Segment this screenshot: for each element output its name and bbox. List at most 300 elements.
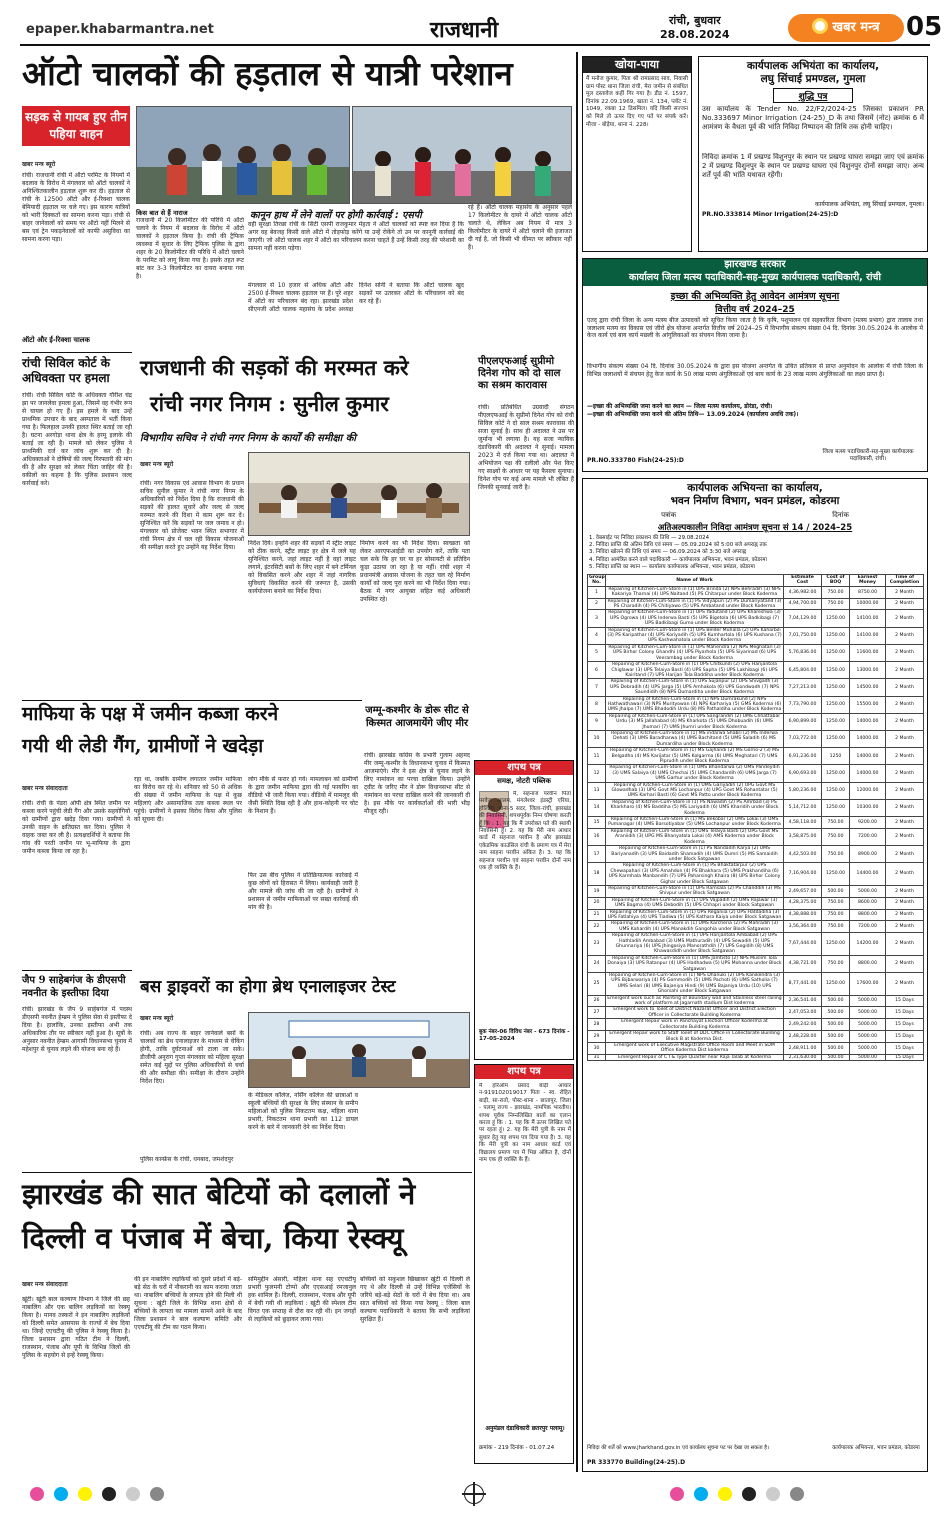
cell-work-name: Emergent Repair work in Panchayat Election Officer Koderma at Collectorate Building Koderma — [606, 1019, 784, 1031]
table-row — [588, 1042, 924, 1054]
color-dot-icon — [718, 1487, 732, 1501]
brand-logo-icon — [812, 18, 828, 34]
cell-estimate: 3,58,875.00 — [784, 828, 822, 845]
building-dept-2: भवन निर्माण विभाग, भवन प्रमंडल, कोडरमा — [670, 495, 840, 507]
cell-group-no: 14 — [588, 799, 606, 816]
cell-boq: 500.00 — [822, 1031, 850, 1043]
cell-time: 2 Month — [886, 933, 924, 956]
cell-time: 2 Month — [886, 644, 924, 661]
cell-earnest: 5000.00 — [850, 885, 886, 897]
cell-boq: 750.00 — [822, 897, 850, 909]
cell-boq: 1250.00 — [822, 610, 850, 627]
cell-boq: 1250.00 — [822, 799, 850, 816]
auto-photo-2-image — [353, 107, 572, 204]
mafia-headline-2: गयी थी लेडी गैंग, ग्रामीणों ने खदेड़ा — [22, 735, 264, 757]
cell-estimate: 7,04,129.00 — [784, 610, 822, 627]
cell-earnest: 13000.00 — [850, 662, 886, 679]
cell-group-no: 17 — [588, 846, 606, 863]
cell-boq: 750.00 — [822, 846, 850, 863]
table-row — [588, 1007, 924, 1019]
color-dot-icon — [150, 1487, 164, 1501]
cell-boq: 1250.00 — [822, 713, 850, 730]
cell-estimate: 5,14,712.00 — [784, 799, 822, 816]
cell-boq: 750.00 — [822, 586, 850, 598]
cell-group-no: 30 — [588, 1042, 606, 1054]
mafia-body-2: रहा था, जबकि ग्रामीण लगातार जमीन माफिया का विरोध कर रहे थे। शनिवार को 50 से अधिक की संख्या में जमीन माफिया के पक्ष में कुछ महिलाएं और असामाजिक तत्व कब्जा स्थल पर पहुंचे। ग्रामीणों ने इसका विरोध किया और पुलिस को सूचना दी। — [134, 776, 242, 823]
cell-boq: 500.00 — [822, 1007, 850, 1019]
daughters-byline: खबर मन्त्र संवाददाता — [22, 1281, 68, 1288]
cell-earnest: 10300.00 — [850, 799, 886, 816]
col-time: Time of Completion — [886, 575, 924, 587]
section-title: राजधानी — [430, 17, 499, 43]
lost-found-body: मैं मनोज कुमार, पिता श्री रामप्रसाद साव, निवासी ग्राम पोस्ट थाना जिला रांची, मेरा जमीन से संबंधित मूल दस्तावेज कहीं गिर गया है। डीड नं. 1597, दिनांक 22.09.1969, खाता नं. 134, प्लॉट नं. 1049, रकबा 12 डिसमिल। यदि किसी सज्जन को मिले तो ऊपर दिए गए पते पर संपर्क करें। मौजा - बोड़ेया, थाना नं. 228। — [586, 76, 688, 128]
table-row — [588, 1031, 924, 1043]
cell-estimate: 6,90,899.00 — [784, 713, 822, 730]
cell-estimate: 2,49,242.00 — [784, 1019, 822, 1031]
cell-estimate: 4,36,982.00 — [784, 586, 822, 598]
table-row — [588, 1019, 924, 1031]
color-dot-icon — [694, 1487, 708, 1501]
cell-group-no: 10 — [588, 730, 606, 747]
table-row — [588, 828, 924, 845]
building-pr: PR 333770 Building(24-25).D — [587, 1459, 686, 1466]
divider — [22, 700, 362, 701]
cell-time: 2 Month — [886, 730, 924, 747]
cell-work-name: Emergent work such as Painting of Boundary wall and Stainless steel railing work of platform at Jagarnath stadium Dist koderma — [607, 995, 782, 1007]
building-sign: कार्यपालक अभियन्ता, भवन प्रमंडल, कोडरमा — [832, 1445, 920, 1451]
cell-time: 15 Days — [886, 1054, 924, 1060]
fish-ad — [582, 258, 928, 472]
daughters-body-2: की इन नाबालिग लड़कियों को दूसरे प्रदेशों में बड़े-बड़े सेठ के घरों में नौकरानी का काम कराया जाता था। नाबालिग बच्चियों के लापता होने की मिली थी सूचना : खूंटी जिले के विभिन्न थाना क्षेत्रों से बच्चियों के लापता का मामला सामने आने के बाद जिला प्रशासन ने बाल कल्याण समिति और एएचटीयू की टीम का गठन किया। — [134, 1276, 242, 1331]
cell-earnest: 14000.00 — [850, 765, 886, 782]
cell-estimate: 2,48,228.00 — [784, 1031, 822, 1043]
cell-estimate: 6,45,804.00 — [784, 662, 822, 679]
roads-photo — [248, 452, 470, 536]
auto-body-5: रहे हैं। ऑटो चालक महासंघ के अनुसार पहले 17 किलोमीटर के दायरे में ऑटो चालक ऑटो चलाते थे, लेकिन अब नियम में मात्र 3 किलोमीटर के दायरे में ऑटो चलाने की इजाजत दी गई है, जो किसी भी कीमत पर स्वीकार नहीं है। — [468, 204, 572, 251]
cell-time: 15 Days — [886, 1019, 924, 1031]
building-dept-1: कार्यपालक अभियन्ता का कार्यालय, — [687, 482, 823, 494]
cell-work-name: Repairing of Kitchen-Cum-Store in (1) MS Gajhandi (2) MS Gorno-2 (3) MS Belgadha (4) MS Karijatar (5) UMS Kolgarma (6) UMS Meghatari (7) UMS Piprudih under Block Koderma — [606, 748, 784, 765]
cell-time: 2 Month — [886, 897, 924, 909]
cell-group-no: 15 — [588, 817, 606, 829]
col-earnest-money: Earnest Money — [850, 575, 886, 587]
cell-time: 2 Month — [886, 863, 924, 886]
cell-work-name: Repairing of Kitchen-Cum-Store in (1) NPS Dhanuki (2) UPS Kanikendra (3) UPS Bijbarwariya (4) PS Gommodih (5) UMS Pachoti (6) UMS Satholia (7) UMS Selari (8) UMS Bajaniya Hindi (9) UMS Bajaniya Urdu (10) UPS Ghorsahi under Block Satgawan — [606, 973, 784, 996]
cell-work-name: Repairing of Kitchen-Cum-Store in (1) PS Bhaktatarpur (2) UPS Chewapahari (3) UPS Amahdon (4) PS Bhakhara (5) UMS Prakhandiha (6) UPS Karmhala Manbandih (7) UPS Paharsingh Khaira (8) UPS Birhor Colony Gighar under Block Satgawan — [606, 863, 784, 886]
roads-photo-image — [249, 453, 470, 536]
minor-pr: PR.NO.333814 Minor Irrigation(24-25):D — [702, 211, 839, 218]
divider — [22, 352, 132, 353]
cell-earnest: 14000.00 — [850, 730, 886, 747]
cell-boq: 1250.00 — [822, 933, 850, 956]
cell-group-no: 29 — [588, 1031, 606, 1043]
table-row — [588, 748, 924, 765]
col-estimate-cost: Estimate Cost — [784, 575, 822, 587]
cell-time: 15 Days — [886, 995, 924, 1007]
affidavit-2 — [474, 1064, 574, 1464]
mafia-byline: खबर मन्त्र संवाददाता — [22, 785, 68, 792]
cell-boq: 1250.00 — [822, 765, 850, 782]
roads-body-1: रांची। नगर विकास एवं आवास विभाग के प्रधान सचिव सुनील कुमार ने रांची नगर निगम के अधिकारियों को निर्देश दिया है कि राजधानी की सड़कों की हालत सुधारें और जल्द से जल्द मरम्मत करने की दिशा में काम शुरू कर दें। सुनिश्चित करें कि सड़कों पर जल जमाव न हो। मंगलवार को प्रोजेक्ट भवन स्थित सभागार में रांची निगम क्षेत्र में चल रही विकास योजनाओं की समीक्षा करते हुए उन्होंने यह निर्देश दिया। — [140, 480, 244, 551]
cell-work-name: Emergent work to Toilet of District Nazarat Officer and District Election Officer in Collectorate Building Koderma — [606, 1007, 784, 1019]
cell-estimate: 2,31,630.00 — [784, 1054, 822, 1060]
table-row — [588, 897, 924, 909]
fish-title-1: इच्छा की अभिव्यक्ति हेतु आवेदन आमंत्रण सूचना — [670, 291, 840, 302]
cell-boq: 1250.00 — [822, 730, 850, 747]
table-row — [588, 696, 924, 713]
table-row — [588, 817, 924, 829]
building-patrank: पत्रांक — [661, 511, 677, 519]
color-dot-icon — [742, 1487, 756, 1501]
cell-estimate: 2,36,541.00 — [784, 995, 822, 1007]
affidavit-1-body: मैं, सहनाज परवीन पिता परवेज आलम, मंगलेश्वर इंडस्ट्री एरिया, होल्डिंग, थाना-5 सदर, जिला-रांची, झारखंड की निवासिनी, शपथपूर्वक निम्न घोषणा करती हूँ कि : 1. यह कि मैं उपरोक्त पते की स्थायी निवासिनी हूँ। 2. यह कि मेरी नाम आधार कार्ड में सहनाज परवीन है और झारखंड एकेडमिक काउंसिल रांची के प्रमाण पत्र में मेरा नाम साहना परवीन अंकित है। 3. यह कि सहनाज परवीन एवं साहना परवीन दोनों नाम एक ही व्यक्ति के हैं। — [479, 791, 571, 872]
minor-dept-1: कार्यपालक अभियंता का कार्यालय, — [746, 60, 880, 72]
affidavit-2-body: मैं हरिओम प्रसाद बाड़ी आधार न-919102019017 पिता - स्व. रोहित बाड़ी, सा-रातो, पोस्ट-थाना - छातापुर, जिला - पलामू राज्य - झारखंड, नामपिक भारतीय। शपथ पूर्वक निम्नलिखित बातों का एलान करता हूं कि : 1. यह कि मैं ऊपर लिखित पते पर रहता हूं। 2. यह कि मेरी पुत्री के नाम में सुधार हेतु यह शपथ पत्र दिया गया है। 3. यह कि मेरी पुत्री का नाम आधार कार्ड एवं विद्यालय प्रमाण पत्र में भिन्न अंकित है, दोनों नाम एक ही व्यक्ति के हैं। — [479, 1083, 571, 1164]
cell-work-name: Repairing of Kitchen-Cum-Store in (1) MS Bekobar (2) UMS Lokai (3) UMS Pumanagar (4) UMS Barsotiyabar (5) UMS Lochanpur under Block Koderma — [606, 817, 784, 829]
cell-estimate: 4,28,375.00 — [784, 897, 822, 909]
table-row — [588, 679, 924, 696]
roads-headline-2: रांची नगर निगम : सुनील कुमार — [150, 391, 389, 416]
color-registration-bar — [30, 1484, 920, 1504]
cell-work-name: Emergent Repair work to Staff Toilet of DDC Office in Collectorate Building Block B at Koderma Dist. — [606, 1031, 784, 1043]
cell-work-name: Emergent Repair of C I & Type Quarter near Raja Talab at Koderma — [606, 1054, 784, 1060]
building-info — [583, 535, 927, 571]
cell-boq: 1250.00 — [822, 696, 850, 713]
roads-body-3: निर्माण करने का भी निर्देश दिया। स्वच्छता को लेकर आरएफआईडी का उपयोग करें, ताकि पता चल सके कि हर घर या हर सोसायटी से प्रतिदिन कूड़ा उठाया जा रहा है या नहीं। रांची शहर में प्रधानमंत्री आवास योजना के तहत चल रहे निर्माण कार्यों को जल्द पूरा करने का भी निर्देश दिया गया। बैठक में नगर आयुक्त सहित कई अधिकारी उपस्थित रहे। — [360, 540, 470, 603]
mafia-headline-1: माफिया के पक्ष में जमीन कब्जा करने — [22, 703, 279, 725]
cell-work-name: Repairing of Kitchen-Cum-Store in (1) UPS Harijantola Ambabad (2) UPS Hathladih Ambabad (3) UMS Mathuradih (4) UPS Sewadih (5) UPS Ghunnariya (6) UPS Jhingosiya Manorathdih (7) UPS Gogidih (8) UMS Khawasdidh under Block Satgawan — [606, 933, 784, 956]
fish-date-2: —इच्छा की अभिव्यक्ति जमा करने की अंतिम तिथि— 13.09.2024 (कार्यालय अवधि तक)। — [587, 411, 799, 418]
cell-earnest: 10000.00 — [850, 598, 886, 610]
cell-estimate: 4,42,503.00 — [784, 846, 822, 863]
cell-time: 2 Month — [886, 696, 924, 713]
jap-headline: जैप 9 साहेबगंज के डीएसपी नवनीत के इस्तीफा दिया — [22, 975, 126, 999]
table-row — [588, 799, 924, 816]
brand-name: खबर मन्त्र — [832, 20, 880, 35]
cell-estimate: 7,67,444.00 — [784, 933, 822, 956]
fish-govt: झारखण्ड सरकार — [583, 259, 927, 271]
cell-group-no: 12 — [588, 765, 606, 782]
cell-time: 2 Month — [886, 973, 924, 996]
mafia-body-1: रांची। रांची के पंडरा ओपी क्षेत्र स्थित जमीन पर कब्जा करने पहुंची लेडी गैंग और उसके सहयोगियों को ग्रामीणों द्वारा खदेड़ दिया गया। ग्रामीणों ने उनकी वाहन के क्षतिग्रस्त कर दिया। पुलिस ने वाहक जब्त कर ली है। प्रत्यक्षदर्शियों ने बताया कि गांव की परती जमीन पर भू-माफिया के द्वारा जमीन कब्जा किया जा रहा है। — [22, 800, 130, 855]
minor-dept-2: लघु सिंचाई प्रमण्डल, गुमला — [760, 73, 866, 85]
cell-boq: 1250.00 — [822, 644, 850, 661]
cell-work-name: Repairing of Kitchen-Cum-Store in (1) UPS Yadutand (2) UPS Khareshwa (3) UPS Ogrowa (4) UPS Inderwa Basti (5) UPS Bigetola (6) UPS Badkibagi (7) UPS Badkibagi Gumo under Block Koderma — [606, 610, 784, 627]
cell-earnest: 5000.00 — [850, 1031, 886, 1043]
daughters-headline-1: झारखंड की सात बेटियों को दलालों ने — [22, 1177, 416, 1211]
cell-boq: 500.00 — [822, 995, 850, 1007]
color-dot-icon — [670, 1487, 684, 1501]
jap-body: रांची। झारखंड के जैप 9 साहेबगंज में पदस्थ डीएसपी नवनीत हेम्ब्रम ने पुलिस सेवा से इस्तीफा दे दिया है। हालांकि, उनका इस्तीफा अभी तक अधिकारिक तौर पर स्वीकार नहीं हुआ है। सूत्रों के अनुसार नवनीत हेम्ब्रम आगामी विधानसभा चुनाव में महेशपुर से चुनाव लड़ने की योजना बना रहे हैं। — [22, 1006, 132, 1053]
cell-work-name: Repairing of Kitchen-Cum-Store in (1) UMS Bhandarwa (2) UMS Pandeydih (3) UMS Salaiya (4) UMS Chechai (5) UMS Chandardih (6) UMS Jarga (7) UMS Garhur under Block Koderma — [606, 765, 784, 782]
cell-group-no: 8 — [588, 696, 606, 713]
cell-work-name: Repairing of Kitchen-Cum-Store in (1) NPS Dumrakund (2) NPS Hathwathawari (3) NPS Murityowan (4) NPS Karhariya (5) GMS Koderma (6) UMS Jhalpo (7) UMS Bhadodih Urdu (8) MS Pathaldiha under Block Koderma — [606, 696, 784, 713]
fish-date-1: —इच्छा की अभिव्यक्ति जमा करने का स्थान — जिला मत्स्य कार्यालय, डोरंडा, रांची। — [587, 403, 773, 410]
auto-byline: खबर मन्त्र ब्यूरो — [22, 161, 56, 168]
table-row — [588, 921, 924, 933]
cell-time: 2 Month — [886, 909, 924, 921]
affidavit-1-ref: बुक नंबर-06 विविध नंबर - 673 दिनांक - 17-05-2024 — [479, 1029, 570, 1042]
cell-group-no: 24 — [588, 955, 606, 972]
cell-time: 15 Days — [886, 1031, 924, 1043]
building-info-line: 5. निविदा प्राप्ति का स्थान — कार्यालय कार्यपालक अभियन्ता, भवन प्रमंडल, कोडरमा — [589, 563, 755, 570]
cell-earnest: 8800.00 — [850, 909, 886, 921]
cell-group-no: 23 — [588, 933, 606, 956]
building-info-line: 2. निविदा प्राप्ति की अंतिम तिथि एवं समय — 05.09.2024 को 5:00 बजे अपराह्न तक — [589, 542, 767, 549]
drivers-photo — [248, 1012, 470, 1088]
table-row — [588, 933, 924, 956]
cell-earnest: 8900.00 — [850, 846, 886, 863]
table-row — [588, 627, 924, 644]
cell-estimate: 8,77,441.00 — [784, 973, 822, 996]
cell-earnest: 5000.00 — [850, 995, 886, 1007]
cell-estimate: 6,91,236.00 — [784, 748, 822, 765]
table-row — [588, 644, 924, 661]
cell-time: 2 Month — [886, 748, 924, 765]
auto-body-3: वही सुरक्षा तिरछा रांची के सिटी एसपी राजकुमार मेहता ने ऑटो चालकों को स्पष्ट कर दिया है कि अगर वह बेवजह किसी वाले ऑटो में तोड़फोड़ करेंगे या उन्हें रोकेंगे तो उन पर कानूनी कार्रवाई की जाएगी। जो ऑटो चालक शहर में ऑटो का परिचालन करना चाहते हैं उन्हें किसी तरह की परेशानी का सामना नहीं करना पड़ेगा। — [248, 221, 464, 252]
drivers-body-1: रांची। अब राज्य के बाहर जानेवाले बसों के चालकों का ब्रेथ एनालाइजर के माध्यम से चेकिंग होगी, ताकि दुर्घटनाओं को टाला जा सके। डीजीपी अनुराग गुप्ता मंगलवार को महिला सुरक्षा समेत कई मुद्दों पर पुलिस अधिकारियों से चर्चा की और समीक्षा की। समीक्षा के दौरान उन्होंने निर्देश दिए। — [140, 1030, 244, 1085]
auto-photo-2 — [352, 106, 572, 204]
cell-work-name: Emergent work of Executive Magistrate Office Room and Meet in SDM Office Koderma Dist koderma — [606, 1042, 784, 1054]
cell-group-no: 22 — [588, 921, 606, 933]
auto-body-2: राजधानी में 20 किलोमीटर की परिधि में ऑटो चलाने के नियम में बदलाव के विरोध में ऑटो चालकों ने हड़ताल किया है। रांची की ट्रैफिक व्यवस्था में सुधार के लिए ट्रैफिक पुलिस के द्वारा शहर के 20 किलोमीटर की परिधि में ऑटो चलाने के परमिट को लागू किया गया है। इसके तहत रूट बांट कर 3-3 किलोमीटर का दायरा बनाया गया है। — [136, 217, 244, 280]
jk-headline: जम्मू-कश्मीर के डोरू सीट से किस्मत आजमायेंगे जीए मीर — [365, 705, 469, 729]
fish-body-2: विभागीय संकल्प संख्या 04 दि. दिनांक 30.05.2024 के द्वारा इस योजना अन्तर्गत के उचित प्रतिकार से प्राप्त अनुमोदन के आलोक में रांची जिला के विभिन्न जलाशयों में संचयन हेतु केज कार्य के 50 लाख मत्स्य अंगुलिकाओं एवं बाय कार्य के 23 लाख मत्स्य अंगुलिकाओं का लक्ष्य प्राप्त है। — [587, 363, 923, 378]
site-url[interactable]: epaper.khabarmantra.net — [26, 22, 214, 37]
column-divider — [576, 52, 578, 1472]
cell-boq: 1250.00 — [822, 782, 850, 799]
cell-earnest: 5000.00 — [850, 1019, 886, 1031]
building-footer: निविदा की शर्तें को www.jharkhand.gov.in एवं कार्यालय सूचना पट पर देखा जा सकता है। — [587, 1445, 769, 1451]
cell-work-name: Repairing of Kitchen-Cum-Store in (1) UMS Karcheria (2) PS Mahradih (3) UMS Kahardih (4) UPS Manakdih Gangohia under Block Satgawan — [606, 921, 784, 933]
cell-time: 2 Month — [886, 627, 924, 644]
cell-earnest: 5000.00 — [850, 1042, 886, 1054]
drivers-body-2: के मेडिकल कॉलेज, नर्सिंग कॉलेज की छात्राओं व स्कूली बच्चियों की सुरक्षा के लिए संस्थान के समीप महिलाओं को पुलिस निकटतम कक्ष, महिला थाना प्रभारी, निकटतम थाना प्रभारी का 112 डायल करने के बारे में जानकारी देने का निर्देश दिया। — [248, 1092, 358, 1131]
drivers-photo-image — [249, 1013, 470, 1088]
affidavit-2-ref: क्रमांक - 219 दिनांक - 01.07.24 — [479, 1445, 555, 1451]
cell-time: 2 Month — [886, 598, 924, 610]
auto-subhead-2: किस बात से हैं नाराज — [136, 209, 188, 217]
cell-estimate: 5,76,836.00 — [784, 644, 822, 661]
cell-group-no: 11 — [588, 748, 606, 765]
cell-work-name: Repairing of Kitchen-Cum-Store in (1) UPS Sangrandih (2) UMS Chhattabar Urdu (3) MS Jallahabad (4) MS Kharkota (5) UMS Dhobuadih (6) UMS Jhumari (7) UMS Jhumri under Block Koderma — [606, 713, 784, 730]
lost-found — [582, 56, 692, 252]
auto-photo-1-image — [137, 107, 350, 204]
issue-dateline — [660, 14, 730, 42]
cell-boq: 750.00 — [822, 955, 850, 972]
cell-group-no: 16 — [588, 828, 606, 845]
building-info-line: 1. वेबसाईट पर निविदा प्रकाशन की तिथि — 29.08.2024 — [589, 535, 709, 541]
daughters-body-1: खूंटी। खूंटी बाल कल्याण विभाग ने जिले की छह नाबालिग और एक बालिग लड़कियों का रेस्क्यू किया है। मानव तस्करों ने इन नाबालिग लड़कियों को दिल्ली समेत आसपास के राज्यों में बेच दिया था। जिन्हें एएचटीयू की पुलिस ने रेस्क्यू किया है। जिला प्रशासन द्वारा गठित टीम ने दिल्ली, राजस्थान, पंजाब और यूपी के विभिन्न जिलों की पुलिस के सहयोग से इन्हें रेस्क्यू किया। — [22, 1296, 130, 1359]
cell-earnest: 17600.00 — [850, 973, 886, 996]
roads-body-2: निर्देश दिये। इन्होंने शहर की सड़कों में स्ट्रीट लाइट को ठीक करने, स्ट्रीट लाइट हर क्षेत्र में जले यह सुनिश्चित करने, जहां लाइट नहीं है वहां लाइट लगाने, इंटरसिटी बसों के लिए शहर में बने टर्मिनल को विकसित करने और शहर में जहां नागरिक सुविधाएं विकसित करने की जरूरत है, उसकी कार्ययोजना बनाने का निर्देश दिया। — [248, 540, 356, 595]
daughters-body-4: बच्चियों को सकुशल खिखाकर खूंटी से दिल्ली ले गए थे और दिल्ली से उन्हें विभिन्न एजेंसियों के जरिये बड़े-बड़े सेठों के घरों में बेच दिया था। अब सात बच्चियों को किया गया रेस्क्यू : जिला बाल कल्याण पदाधिकारी ने बताया कि सभी लड़कियां सुरक्षित हैं। — [360, 1276, 470, 1323]
auto-body-4: मंगलवार से 10 हजार से अधिक ऑटो और 2500 ई-रिक्शा चालक हड़ताल पर हैं। पूरे शहर में ऑटो का परिचालन बंद रहा। झारखंड प्रदेश सीएनजी ऑटो चालक महासंघ के प्रदेश अध्यक्ष दिनेश सोनी ने बताया कि ऑटो चालक खुद सड़कों पर उतरकर ऑटो के परिचालन को बंद कर रहे हैं। — [248, 282, 464, 313]
affidavit-1-sub: समक्ष, नोटरी पब्लिक — [497, 777, 551, 785]
masthead — [20, 12, 943, 46]
table-row — [588, 662, 924, 679]
color-dot-icon — [30, 1487, 44, 1501]
cell-earnest: 7200.00 — [850, 921, 886, 933]
auto-headline: ऑटो चालकों की हड़ताल से यात्री परेशान — [22, 54, 513, 93]
cell-group-no: 13 — [588, 782, 606, 799]
cell-work-name: Repairing of Kitchen-Cum-Store in (1) MS indarwa Shabri (2) MS Inderwa Dehati (3) UMS Baradharwa (4) UMS Bachitand (5) UMS Saladih (6) MS Dumardiha under Block Koderma — [606, 730, 784, 747]
cell-estimate: 7,03,772.00 — [784, 730, 822, 747]
cell-boq: 500.00 — [822, 1054, 850, 1060]
cell-boq: 750.00 — [822, 921, 850, 933]
col-name-of-work: Name of Work — [606, 575, 784, 587]
cell-time: 2 Month — [886, 921, 924, 933]
civil-court-headline: रांची सिविल कोर्ट के अधिवक्ता पर हमला — [22, 356, 111, 385]
cell-time: 2 Month — [886, 955, 924, 972]
cell-work-name: Repairing of Kitchen-Cum-Store in (1) UMS Jamtisto (2) NPS Muslim Tola Donaiya (3) UPS Ratanpur (4) UPS Hadhadwa (5) UPS Mohanna under Block Satgawan — [607, 955, 782, 972]
cell-time: 15 Days — [886, 1042, 924, 1054]
cell-work-name: Repairing of Kitchen-Cum-Store in (1) UMS Telaiya Basti (2) UPG Govt MS Araniidih (3) UPG MS Bhanyatola Lokai (4) AMS Koderma under Block Koderma — [606, 828, 784, 845]
table-row — [588, 782, 924, 799]
cell-work-name: Repairing of Kitchen-Cum-Store in (1) UPS Ramsala (2) PS Chanddih (3) MS Shivpur under Block Satgawan — [606, 885, 784, 897]
table-row — [588, 846, 924, 863]
cell-estimate: 3,56,364.00 — [784, 921, 822, 933]
cell-group-no: 27 — [588, 1007, 606, 1019]
cell-group-no: 18 — [588, 863, 606, 886]
minor-irrigation-ad — [698, 56, 928, 252]
cell-estimate: 6,90,693.00 — [784, 765, 822, 782]
cell-estimate: 7,01,750.00 — [784, 627, 822, 644]
cell-earnest: 7200.00 — [850, 828, 886, 845]
affidavit-2-sign: अनुमंडल दंडाधिकारी छतरपुर पलामू। — [485, 1425, 565, 1432]
pfi-body: रांची। प्रतिबंधित उग्रवादी संगठन पीएलएफआई के सुप्रीमो दिनेश गोप को रांची सिविल कोर्ट ने दो साल सश्रम कारावास की सजा सुनाई है। साथ ही अदालत ने उस पर जुर्माना भी लगाया है। यह सजा न्यायिक दंडाधिकारी की अदालत ने सुनाई। मामला 2023 में दर्ज किया गया था। अदालत ने अभियोजन पक्ष की दलीलों और पेश किए गए साक्ष्यों के आधार पर यह फैसला सुनाया। दिनेश गोप पर कई अन्य मामले भी लंबित हैं जिनकी सुनवाई जारी है। — [478, 404, 574, 491]
tender-header-row — [588, 575, 924, 587]
color-dot-icon — [78, 1487, 92, 1501]
cell-boq: 750.00 — [822, 598, 850, 610]
mafia-body-4: फिर उस बीच पुलिस ने प्रतिक्रियात्मक कार्रवाई में कुछ लोगों को हिरासत में लिया। कार्यवाही जारी है और मामले की जांच की जा रही है। ग्रामीणों ने प्रशासन से जमीन माफियाओं पर सख्त कार्रवाई की मांग की है। — [248, 872, 358, 911]
cell-time: 2 Month — [886, 586, 924, 598]
auto-photo-caption: कानून हाथ में लेने वालों पर होगी कार्रवाई : एसपी — [250, 210, 422, 221]
mafia-body-3: लोग मौके से फरार हो गये। मामलाबन को ग्रामीणों के द्वारा जमीन माफिया द्वारा की गई फायरिंग का वीडियो भी जारी किया गया। वीडियो में मामलूद की जैसी स्थिति दिख रही है और हाथ-कोहनी पर चोट के निशान हैं। — [248, 776, 358, 815]
cell-time: 2 Month — [886, 782, 924, 799]
roads-byline: खबर मन्त्र ब्यूरो — [140, 461, 174, 468]
tender-body — [588, 586, 924, 1060]
drivers-headline: बस ड्राइवरों का होगा ब्रेथ एनालाइजर टेस्ट — [140, 977, 396, 997]
cell-earnest: 8750.00 — [850, 586, 886, 598]
color-dot-icon — [790, 1487, 804, 1501]
color-dots-left — [30, 1486, 174, 1505]
color-dots-right — [670, 1486, 814, 1505]
table-row — [588, 598, 924, 610]
cell-work-name: Repairing of Kitchen-Cum-Store in (1) UPS Chitkundi (2) UPS Harijantola Chiglawar (3) UPS Telaiya Basti (4) UPS Sapha (5) UPS Lakhibagi (6) UPS Kairitand (7) UPS Harijan Tola Baddiha under Block Koderma — [606, 662, 784, 679]
cell-work-name: Repairing of Kitchen-Cum-Store in (1) UPS Vajpadih (2) UMS Rajawar (3) UMS Bagma (4) UMS Debodih (5) UPS Chhapri under Block Satgawan — [606, 897, 784, 909]
auto-subhead-1: ऑटो और ई-रिक्शा चालक — [22, 336, 90, 344]
cell-earnest: 14200.00 — [850, 933, 886, 956]
color-dot-icon — [126, 1487, 140, 1501]
cell-time: 2 Month — [886, 662, 924, 679]
cell-time: 2 Month — [886, 885, 924, 897]
cell-estimate: 2,48,911.00 — [784, 1042, 822, 1054]
cell-group-no: 26 — [588, 995, 606, 1007]
civil-court-body: रांची। रांची सिविल कोर्ट के अधिवक्ता गौरीश चंद्र झा पर जानलेवा हमला हुआ, जिसमें वह गंभीर रूप से घायल हो गए हैं। इस हमले के बाद उन्हें प्राथमिक उपचार के बाद अस्पताल में भर्ती किया गया है। फिलहाल उनकी हालत स्थिर बताई जा रही है। घटना अरगोड़ा थाना क्षेत्र के हरमू इलाके की बताई जा रही है। मामले को लेकर पुलिस ने प्राथमिकी दर्ज कर जांच शुरू कर दी है। अधिवक्ताओं ने दोषियों की जल्द गिरफ्तारी की मांग की है और सुरक्षा को लेकर चिंता जाहिर की है। वकीलों का कहना है कि पुलिस प्रशासन जल्द कार्रवाई करे। — [22, 392, 132, 487]
cell-earnest: 14500.00 — [850, 679, 886, 696]
cell-boq: 1250.00 — [822, 863, 850, 886]
cell-earnest: 8800.00 — [850, 955, 886, 972]
pfi-headline: पीएलएफआई सुप्रीमो दिनेश गोप को दो साल का सश्रम कारावास — [478, 356, 561, 391]
cell-time: 2 Month — [886, 679, 924, 696]
cell-group-no: 31 — [588, 1054, 606, 1060]
drivers-byline: खबर मन्त्र ब्यूरो — [140, 1015, 174, 1022]
cell-boq: 750.00 — [822, 817, 850, 829]
building-dinank: दिनांक — [832, 511, 849, 519]
cell-group-no: 9 — [588, 713, 606, 730]
cell-work-name: Repairing of Kitchen-Cum-Store in (1) PS Vidyapuri (2) PS Dumariyatand (3) PS Charadih (4) PS Chitiyawo (5) UPS Ambatand under Block Koderma — [606, 598, 784, 610]
cell-group-no: 6 — [588, 662, 606, 679]
cell-earnest: 14400.00 — [850, 863, 886, 886]
cell-time: 2 Month — [886, 610, 924, 627]
cell-time: 15 Days — [886, 1007, 924, 1019]
cell-time: 2 Month — [886, 765, 924, 782]
table-row — [588, 973, 924, 996]
cell-work-name: Repairing of Kitchen-Cum-Store in (1) PS Nandadih Karya (2) UMS Bariyanadih (3) UPS Baidadih Shamadih (4) UMS Dumri (5) MS Samaidih under Block Satgawan — [606, 846, 784, 863]
fish-title-2: वित्तीय वर्ष 2024–25 — [715, 305, 795, 315]
cell-group-no: 19 — [588, 885, 606, 897]
tender-table — [587, 574, 924, 1061]
cell-earnest: 14100.00 — [850, 610, 886, 627]
minor-body-2: निविदा क्रमांक 1 में प्रखण्ड विशुनपुर के स्थान पर प्रखण्ड घाघरा समझा जाए एवं क्रमांक 2 में प्रखण्ड विशुनपुर के स्थान पर प्रखण्ड घाघरा एवं विशुनपुर दोनों समझा जाए। अन्य शर्तें पूर्व की भांति यथावत रहेंगी। — [702, 153, 924, 179]
issue-city-day: रांची, बुधवार — [668, 14, 721, 27]
cell-time: 2 Month — [886, 828, 924, 845]
col-cost-of-boq: Cost of BOQ — [822, 575, 850, 587]
color-dot-icon — [102, 1487, 116, 1501]
affidavit-2-title: शपथ पत्र — [475, 1065, 573, 1079]
cell-group-no: 5 — [588, 644, 606, 661]
cell-earnest: 5000.00 — [850, 1054, 886, 1060]
cell-group-no: 1 — [588, 586, 606, 598]
table-row — [588, 713, 924, 730]
building-info-line: 4. निविदा आमंत्रित करने वाले पदाधिकारी — कार्यपालक अभियन्ता, भवन प्रमंडल, कोडरमा — [589, 556, 767, 563]
cell-group-no: 3 — [588, 610, 606, 627]
cell-earnest: 12000.00 — [850, 782, 886, 799]
cell-earnest: 15500.00 — [850, 696, 886, 713]
roads-headline-1: राजधानी की सड़कों की मरम्मत करे — [140, 355, 409, 380]
cell-boq: 1250.00 — [822, 662, 850, 679]
cell-group-no: 4 — [588, 627, 606, 644]
fish-pr: PR.NO.333780 Fish(24-25):D — [587, 457, 684, 464]
table-row — [588, 610, 924, 627]
table-row — [588, 863, 924, 886]
table-row — [588, 730, 924, 747]
cell-estimate: 7,27,213.00 — [784, 679, 822, 696]
cell-time: 2 Month — [886, 713, 924, 730]
cell-boq: 1250.00 — [822, 627, 850, 644]
cell-work-name: Repairing of Kitchen-Cum-Store in (1) UPS Brinda (2) NPS Behradih (3) NPS Kakariya Tharnai (4) UPS Naitand (5) PS Chitarpur under Block Koderma — [606, 586, 784, 598]
roads-subhead: विभागीय सचिव ने रांची नगर निगम के कार्यों की समीक्षा की — [140, 433, 357, 444]
cell-work-name: Repairing of Kitchen-Cum-Store in (1) UPS Sujanpur (2) UPS Shivgadh (3) UPS Debradih (4) UPS Jarga (5) UPS Amhakola (6) UPS Gondwadh (7) NPS Saundidih (8) NPS Dumardiha under Block Koderma — [606, 679, 784, 696]
cell-estimate: 2,47,053.00 — [784, 1007, 822, 1019]
page-number: 05 — [906, 12, 943, 42]
cell-estimate: 4,38,721.00 — [784, 955, 822, 972]
affidavit-1-title: शपथ पत्र — [475, 761, 573, 775]
color-dot-icon — [54, 1487, 68, 1501]
cell-time: 2 Month — [886, 846, 924, 863]
table-row — [588, 885, 924, 897]
cell-boq: 750.00 — [822, 828, 850, 845]
registration-mark-icon — [464, 1484, 484, 1504]
divider — [22, 970, 132, 971]
daughters-headline-2: दिल्ली व पंजाब में बेचा, किया रेस्क्यू — [22, 1221, 404, 1255]
cell-boq: 1250.00 — [822, 679, 850, 696]
table-row — [588, 995, 924, 1007]
cell-work-name: Repairing of Kitchen-Cum-Store in (1) UMS Gariyadih (2) UPG Govt MS Glowadhab (3) UPG Govt MS Lochanpur (4) UPG Govt MS Rohantatar (5) UMS Karhari Basti (6) Govt MS Patto under Block Koderma — [606, 782, 784, 799]
cell-estimate: 7,73,790.00 — [784, 696, 822, 713]
cell-work-name: Repairing of Kitchen-Cum-Store in (1) UPS Reganiia (2) UPS Hatdadiha (3) UPS Fatlahiya (4) UPS Tiadiwa (5) UPS Kathara Kaiya under Block Satgawan — [606, 909, 784, 921]
